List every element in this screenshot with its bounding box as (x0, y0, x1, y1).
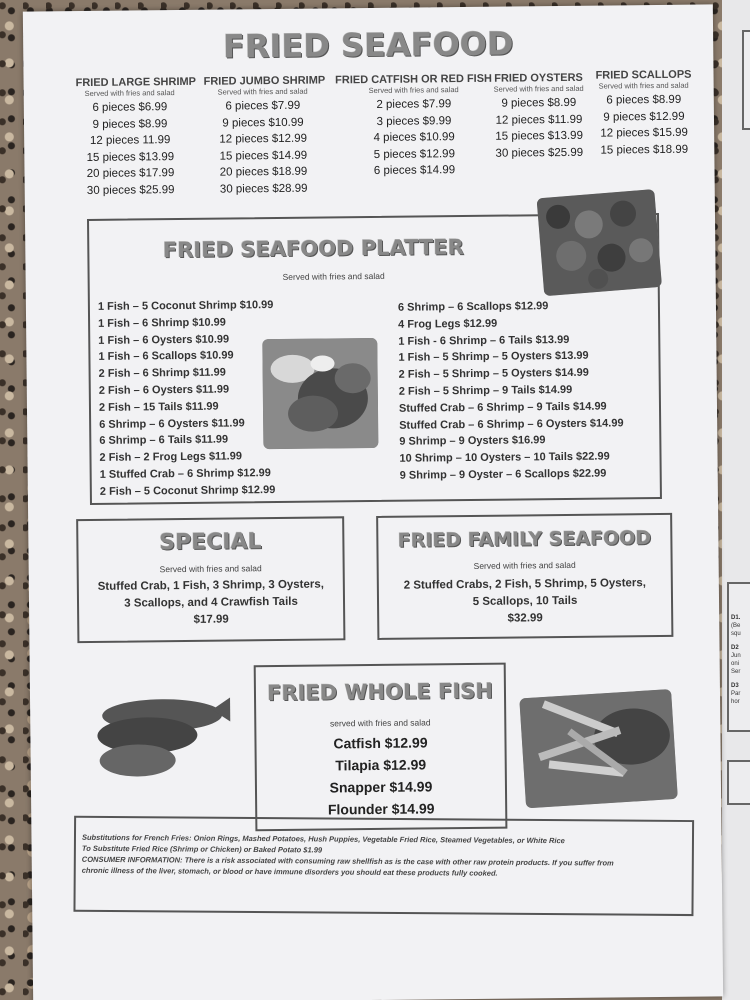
list-item: 3 pieces $9.99 (376, 114, 452, 128)
list-item: 6 pieces $7.99 (225, 99, 301, 113)
list-item: 30 pieces $28.99 (219, 182, 308, 196)
list-item: 2 Fish – 6 Shrimp $11.99 (98, 366, 226, 381)
list-item: 15 pieces $14.99 (219, 149, 308, 163)
special-line: Stuffed Crab, 1 Fish, 3 Shrimp, 3 Oysters, (97, 578, 325, 593)
list-item: 2 Fish – 6 Oysters $11.99 (98, 383, 230, 397)
notes-line: Substitutions for French Fries: Onion Rings, Mashed Potatoes, Hush Puppies, Vegetable Fried Rice, Steamed Vegetables, or White Rice (81, 832, 565, 846)
list-item: 9 pieces $12.99 (603, 110, 685, 124)
list-item: 15 pieces $13.99 (86, 150, 175, 164)
list-item: 6 pieces $8.99 (606, 93, 682, 107)
special-subtitle: Served with fries and salad (159, 563, 262, 575)
platter-left-list (98, 297, 276, 500)
list-item: 2 Fish – 5 Shrimp – 5 Oysters $14.99 (398, 366, 589, 381)
list-item: 30 pieces $25.99 (86, 183, 175, 197)
list-item: 15 pieces $18.99 (600, 143, 689, 157)
list-item: Tilapia $12.99 (335, 756, 427, 774)
side-d3: D3 (731, 683, 739, 689)
special-box (76, 516, 345, 643)
list-item: Stuffed Crab – 6 Shrimp – 9 Tails $14.99 (398, 400, 607, 415)
column-large-shrimp (75, 75, 197, 199)
list-item: 9 pieces $10.99 (222, 116, 304, 130)
column-subtitle: Served with fries and salad (84, 88, 175, 98)
side-d2c: Ser (731, 669, 741, 675)
list-item: 9 pieces $8.99 (501, 96, 577, 110)
platter-subtitle: Served with fries and salad (282, 270, 385, 282)
list-item: 6 Shrimp – 6 Oysters $11.99 (99, 416, 245, 431)
list-item: 2 pieces $7.99 (376, 98, 452, 111)
list-item: Snapper $14.99 (329, 778, 433, 796)
menu-page (23, 4, 723, 1000)
list-item: 1 Fish – 5 Shrimp – 5 Oysters $13.99 (398, 350, 589, 365)
side-d3b: hor (731, 699, 740, 705)
list-item: 1 Fish – 6 Shrimp $10.99 (98, 316, 226, 330)
list-item: 12 pieces 11.99 (89, 134, 171, 147)
family-box (376, 513, 673, 640)
special-description (79, 576, 344, 630)
family-title: FRIED FAMILY SEAFOOD (397, 527, 652, 552)
list-item: 9 Shrimp – 9 Oysters $16.99 (399, 434, 546, 449)
adjacent-page-box-top (742, 30, 750, 130)
family-subtitle: Served with fries and salad (473, 559, 576, 571)
column-subtitle: Served with fries and salad (368, 85, 459, 96)
side-d1: D1. (731, 615, 741, 621)
platter-right-list (398, 297, 624, 484)
special-price: $17.99 (193, 613, 229, 626)
special-title: SPECIAL (159, 529, 262, 556)
notes-line: chronic illness of the liver, stomach, or blood or have immune disorders you should eat these products fully cooked. (81, 865, 498, 878)
list-item: 12 pieces $15.99 (600, 126, 688, 140)
list-item: 6 pieces $6.99 (92, 101, 168, 114)
adjacent-page (722, 0, 750, 1000)
adjacent-page-box-middle (727, 582, 750, 732)
list-item: 15 pieces $13.99 (495, 129, 584, 143)
side-d3a: Par (731, 691, 741, 697)
column-heading: FRIED LARGE SHRIMP (75, 75, 197, 90)
column-oysters (488, 72, 589, 162)
list-item: 9 Shrimp – 9 Oyster – 6 Scallops $22.99 (399, 467, 607, 482)
list-item: 9 pieces $8.99 (92, 117, 168, 131)
list-item: 1 Fish – 6 Oysters $10.99 (98, 333, 230, 347)
family-line: 2 Stuffed Crabs, 2 Fish, 5 Shrimp, 5 Oysters, (403, 577, 647, 592)
list-item: 1 Fish – 5 Coconut Shrimp $10.99 (97, 299, 274, 313)
family-description (379, 575, 672, 629)
whole-fish-title: FRIED WHOLE FISH (266, 678, 494, 706)
page-title: FRIED SEAFOOD (222, 24, 514, 66)
special-line: 3 Scallops, and 4 Crawfish Tails (124, 595, 298, 610)
whole-fish-subtitle: served with fries and salad (329, 717, 431, 729)
column-subtitle: Served with fries and salad (598, 80, 689, 91)
list-item: 4 Frog Legs $12.99 (398, 317, 498, 331)
list-item: 1 Fish - 6 Shrimp – 6 Tails $13.99 (398, 333, 570, 348)
list-item: 2 Fish – 15 Tails $11.99 (98, 400, 219, 414)
notes-box (73, 816, 694, 916)
side-d1b: squ (731, 631, 741, 637)
column-scallops (593, 69, 694, 159)
whole-fish-list (256, 731, 505, 822)
list-item: Catfish $12.99 (333, 734, 428, 752)
fries-photo (519, 689, 678, 808)
list-item: Stuffed Crab – 6 Shrimp – 6 Oysters $14.99 (399, 416, 624, 432)
notes-line: To Substitute Fried Rice (Shrimp or Chicken) or Baked Potato $1.99 (81, 843, 323, 855)
column-heading: FRIED OYSTERS (494, 71, 583, 85)
side-d1a: (Be (731, 623, 741, 629)
family-price: $32.99 (507, 612, 543, 625)
list-item: 6 Shrimp – 6 Scallops $12.99 (397, 300, 549, 314)
column-heading: FRIED CATFISH OR RED FISH (335, 72, 493, 87)
whole-fish-box (254, 663, 508, 832)
column-heading: FRIED SCALLOPS (595, 68, 692, 82)
side-d2b: oni (731, 661, 740, 667)
column-heading: FRIED JUMBO SHRIMP (203, 74, 326, 88)
column-jumbo-shrimp (203, 74, 326, 198)
list-item: 1 Stuffed Crab – 6 Shrimp $12.99 (99, 467, 271, 481)
side-d2: D2 (731, 645, 739, 651)
list-item: 5 pieces $12.99 (373, 147, 455, 161)
list-item: 12 pieces $12.99 (219, 132, 308, 146)
list-item: 2 Fish – 5 Shrimp – 9 Tails $14.99 (398, 383, 573, 398)
list-item: 12 pieces $11.99 (495, 113, 583, 127)
list-item: 1 Fish – 6 Scallops $10.99 (98, 349, 234, 364)
side-d2a: Jun (731, 653, 741, 659)
column-subtitle: Served with fries and salad (493, 83, 584, 94)
list-item: Flounder $14.99 (327, 800, 435, 818)
platter-title: FRIED SEAFOOD PLATTER (162, 235, 464, 263)
list-item: 6 pieces $14.99 (373, 164, 456, 177)
list-item: 10 Shrimp – 10 Oysters – 10 Tails $22.99 (399, 450, 610, 465)
fried-seafood-photo (537, 189, 662, 296)
list-item: 2 Fish – 5 Coconut Shrimp $12.99 (99, 483, 276, 498)
list-item: 20 pieces $18.99 (219, 165, 308, 179)
notes-line: CONSUMER INFORMATION: There is a risk associated with consuming raw shellfish as is the case with other raw protein products. If you suffer from (81, 854, 614, 868)
adjacent-page-box-bottom (727, 760, 750, 805)
list-item: 6 Shrimp – 6 Tails $11.99 (99, 433, 229, 448)
column-subtitle: Served with fries and salad (217, 86, 308, 97)
fried-fish-photo (262, 338, 378, 449)
list-item: 30 pieces $25.99 (495, 146, 584, 160)
list-item: 2 Fish – 2 Frog Legs $11.99 (99, 450, 243, 465)
whole-fish-photo (92, 689, 233, 785)
list-item: 20 pieces $17.99 (86, 167, 175, 180)
column-catfish-redfish (333, 73, 494, 180)
list-item: 4 pieces $10.99 (373, 131, 455, 144)
notes-text (82, 832, 688, 880)
family-line: 5 Scallops, 10 Tails (472, 594, 578, 608)
